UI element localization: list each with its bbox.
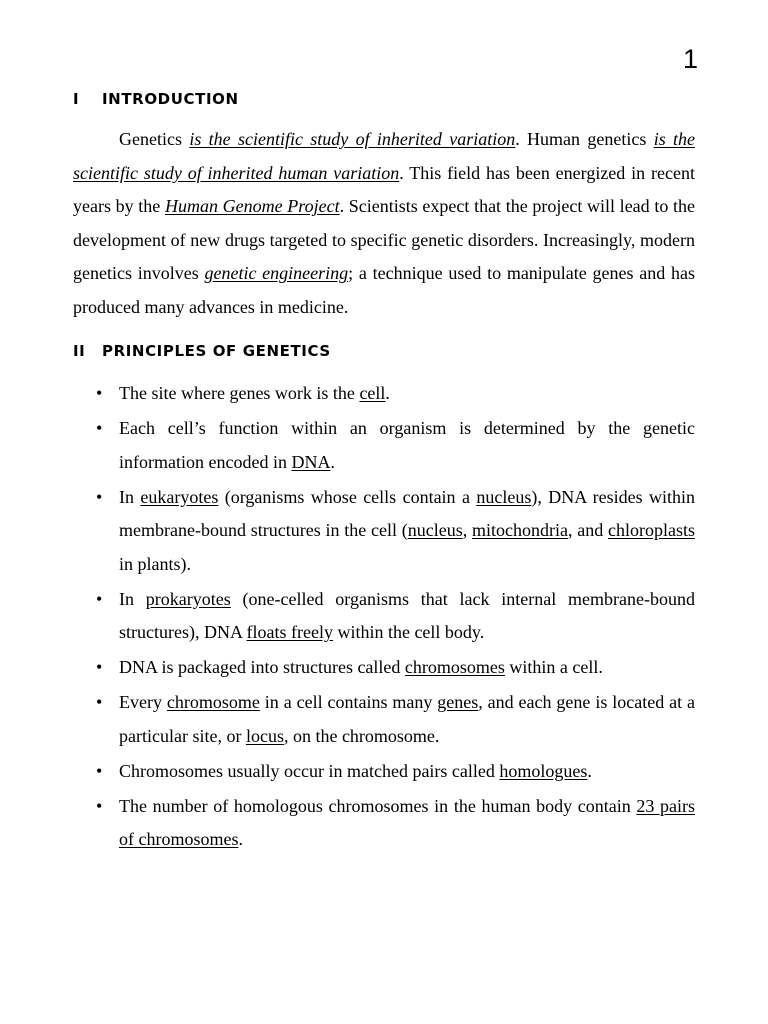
- section-title: INTRODUCTION: [102, 90, 239, 108]
- text-run: , and each gene is located at a particular site, or: [119, 692, 695, 746]
- text-run: within the cell body.: [332, 622, 485, 642]
- text-run: . This field has been energized in recent years by the: [73, 162, 695, 216]
- list-item: [73, 686, 695, 753]
- bullet-icon: •: [96, 795, 103, 816]
- text-run: .: [238, 829, 243, 849]
- list-item: [73, 377, 695, 411]
- underlined-phrase: Human Genome Project: [164, 196, 340, 216]
- bullet-icon: •: [96, 692, 103, 712]
- section-heading-principles: [73, 337, 695, 365]
- underlined-term: genes: [437, 692, 479, 712]
- underlined-term: locus: [245, 725, 284, 746]
- underlined-phrase: genetic engineering: [204, 263, 349, 283]
- text-run: .: [330, 451, 335, 472]
- text-run: .: [385, 383, 390, 403]
- bullet-icon: •: [96, 657, 103, 677]
- list-item: [73, 651, 695, 685]
- bullet-icon: •: [96, 588, 103, 609]
- underlined-term: mitochondria: [471, 520, 568, 540]
- underlined-term: chloroplasts: [608, 520, 695, 540]
- list-item: [73, 583, 695, 650]
- underlined-term: chromosomes: [404, 657, 505, 677]
- underlined-term: chromosome: [166, 692, 260, 712]
- text-run: Each cell’s function within an organism is determined by the genetic information encoded in: [119, 418, 695, 472]
- bullet-icon: •: [96, 418, 103, 438]
- underlined-term: prokaryotes: [145, 588, 231, 609]
- principles-list: [73, 377, 695, 857]
- text-run: Every: [119, 692, 167, 712]
- text-run: , on the chromosome.: [283, 725, 440, 746]
- underlined-term: nucleus: [407, 520, 463, 540]
- bullet-icon: •: [96, 486, 103, 507]
- page-number: 1: [682, 44, 698, 74]
- underlined-term: floats freely: [246, 622, 333, 642]
- section-title: PRINCIPLES OF GENETICS: [102, 342, 331, 360]
- introduction-paragraph: [73, 123, 695, 324]
- underlined-term: 23 pairs of chromosomes: [119, 795, 695, 849]
- text-run: The number of homologous chromosomes in the human body contain: [119, 795, 637, 816]
- list-item: [73, 790, 695, 857]
- underlined-term: eukaryotes: [140, 486, 219, 507]
- underlined-term: cell: [359, 383, 386, 403]
- text-run: within a cell.: [504, 657, 603, 677]
- underlined-term: homologues: [499, 760, 588, 781]
- text-run: DNA is packaged into structures called: [119, 657, 405, 677]
- document-body: [73, 85, 695, 858]
- underlined-phrase: is the scientific study of inherited variation: [189, 129, 516, 149]
- text-run: , and: [567, 520, 608, 540]
- bullet-icon: •: [96, 383, 103, 403]
- list-item: [73, 412, 695, 479]
- text-run: Genetics: [119, 129, 190, 149]
- text-run: . Scientists expect that the project will lead to the development of new drugs targeted to specific genetic disorders. Increasingly, modern genetics involves: [73, 196, 695, 283]
- text-run: in plants).: [119, 553, 191, 574]
- text-run: .: [587, 760, 592, 781]
- list-item: [73, 755, 695, 789]
- text-run: ,: [462, 520, 472, 540]
- text-run: ; a technique used to manipulate genes and has produced many advances in medicine.: [73, 263, 695, 317]
- text-run: In: [119, 486, 141, 507]
- text-run: Chromosomes usually occur in matched pairs called: [119, 760, 500, 781]
- underlined-phrase: is the scientific study of inherited human variation: [73, 129, 696, 183]
- text-run: (organisms whose cells contain a: [218, 486, 477, 507]
- text-run: The site where genes work is the: [119, 383, 360, 403]
- underlined-term: DNA: [291, 451, 331, 472]
- section-number: I: [73, 90, 80, 108]
- list-item: [73, 481, 695, 582]
- text-run: (one-celled organisms that lack internal membrane-bound structures), DNA: [119, 588, 695, 642]
- text-run: ), DNA resides within membrane-bound structures in the cell (: [119, 486, 695, 540]
- text-run: In: [119, 588, 146, 609]
- bullet-icon: •: [96, 760, 103, 781]
- text-run: . Human genetics: [515, 129, 654, 149]
- text-run: in a cell contains many: [259, 692, 438, 712]
- section-heading-introduction: [73, 85, 695, 113]
- section-number: II: [73, 342, 86, 360]
- underlined-term: nucleus: [476, 486, 532, 507]
